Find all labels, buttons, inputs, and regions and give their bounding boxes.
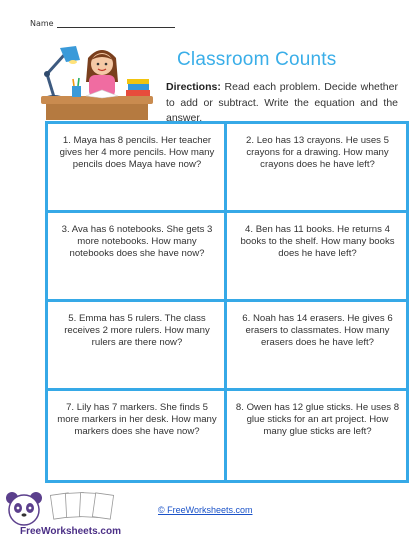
problem-cell-7: 7. Lily has 7 markers. She finds 5 more markers in her desk. How many markers does she have now? <box>48 391 227 480</box>
copyright-link[interactable]: © FreeWorksheets.com <box>158 505 253 515</box>
problem-cell-3: 3. Ava has 6 notebooks. She gets 3 more notebooks. How many notebooks does she have now? <box>48 213 227 302</box>
panda-nose <box>22 513 27 516</box>
problem-cell-5: 5. Emma has 5 rulers. The class receives 2 more rulers. How many rulers are there now? <box>48 302 227 391</box>
girl-eye <box>97 63 100 66</box>
book-stack-book <box>128 84 149 90</box>
problem-cell-6: 6. Noah has 14 erasers. He gives 6 erasers to classmates. How many erasers does he have left? <box>227 302 406 391</box>
desk-front <box>46 104 148 120</box>
logo-text: FreeWorksheets.com <box>20 526 121 537</box>
problem-cell-4: 4. Ben has 11 books. He returns 4 books to the shelf. How many books does he have left? <box>227 213 406 302</box>
problem-grid <box>45 121 409 483</box>
book-stack-book <box>127 79 149 84</box>
book-stack-book <box>126 90 150 96</box>
panda-eye <box>17 507 20 510</box>
directions-text: Read each problem. Decide whether to add or subtract. Write the equation and the answer. <box>166 81 398 124</box>
panda-face <box>9 495 39 525</box>
lamp-arm <box>47 54 65 74</box>
lamp-joint <box>44 71 50 77</box>
problem-cell-8: 8. Owen has 12 glue sticks. He uses 8 glue sticks for an art project. How many glue sticks are left? <box>235 402 400 437</box>
page-title: Classroom Counts <box>177 49 337 70</box>
problem-cell-2: 2. Leo has 13 crayons. He uses 5 crayons for a drawing. How many crayons does he have left? <box>227 124 406 213</box>
worksheet-thumbnail <box>92 493 113 519</box>
girl-eye <box>105 63 108 66</box>
lamp-light <box>69 60 77 64</box>
problem-cell-1: 1. Maya has 8 pencils. Her teacher gives her 4 more pencils. How many pencils does Maya have now? <box>48 124 227 213</box>
name-label: Name <box>30 19 54 28</box>
name-blank-line <box>57 19 175 28</box>
name-field <box>30 19 175 28</box>
panda-eye <box>29 507 32 510</box>
directions-label: Directions: <box>166 81 221 93</box>
lamp-arm <box>47 74 54 97</box>
pencil <box>73 79 74 86</box>
girl-reading-at-desk-illustration <box>38 40 156 120</box>
directions <box>166 80 398 127</box>
pencil-cup <box>72 86 81 97</box>
pencil <box>78 78 79 86</box>
freeworksheets-logo <box>2 488 152 538</box>
lamp-shade <box>60 46 80 62</box>
